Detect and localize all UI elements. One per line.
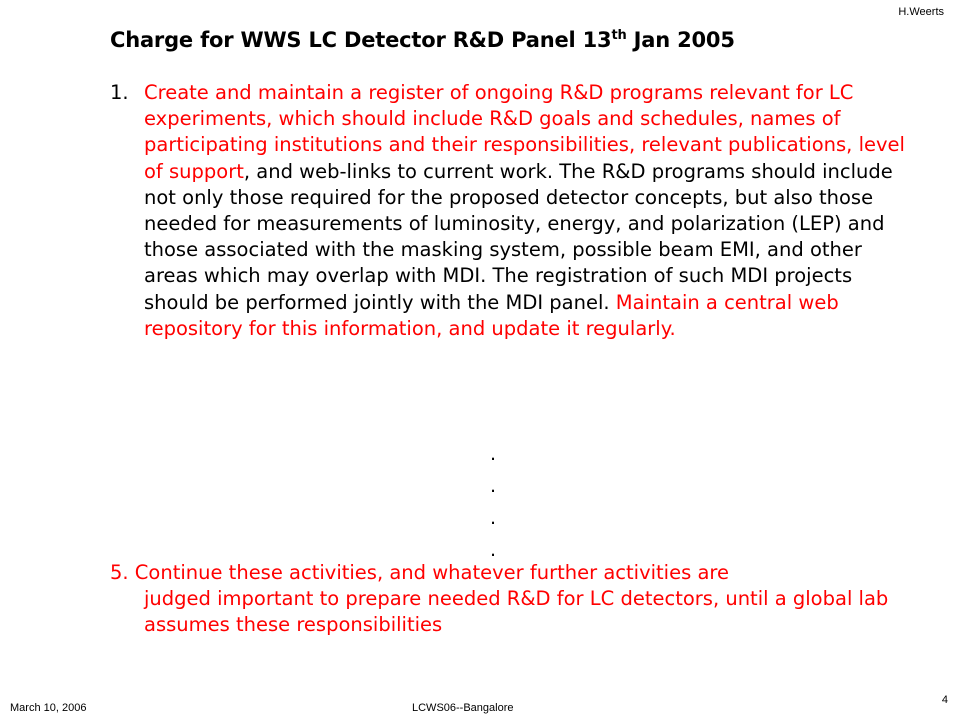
slide-title [110,28,735,52]
ellipsis-dots [490,438,496,566]
item-1-body [144,80,910,342]
ellipsis-dot: . [490,443,497,465]
charge-item-1 [110,80,910,342]
title-main: Charge for WWS LC Detector R&D Panel 13 [110,28,612,52]
item-number: 1. [110,81,129,104]
title-tail: Jan 2005 [626,28,735,52]
author-label: H.Weerts [898,6,944,18]
footer-event: LCWS06--Bangalore [412,702,514,714]
item-1-red-text: Create and maintain a register of ongoing R&D programs relevant for LC experiments, which should include R&D goals and schedules, names of participating institutions and their responsibilities, relevant publications, level of support [144,81,905,183]
item-5-rest: judged important to prepare needed R&D for LC detectors, until a global lab assumes these responsibilities [144,587,889,637]
footer-date: March 10, 2006 [10,702,87,714]
item-1-black-text: , and web-links to current work. The R&D programs should include not only those required for the proposed detector concepts, but also those needed for measurements of luminosity, energy, and polarization (LEP) and those associated with the masking system, possible beam EMI, and other areas which may overlap with MDI. The registration of such MDI projects should be performed jointly with the MDI panel. [144,159,893,314]
item-1-red-text-end: Maintain a central web repository for this information, and update it regularly. [144,290,839,340]
ellipsis-dot: . [490,475,497,497]
title-superscript: th [611,28,627,43]
page-number: 4 [941,694,948,706]
ellipsis-dot: . [490,507,497,529]
charge-item-5 [110,560,910,639]
item-5-first-line: 5. Continue these activities, and whatever further activities are [110,561,729,584]
ellipsis-dot: . [490,539,497,561]
